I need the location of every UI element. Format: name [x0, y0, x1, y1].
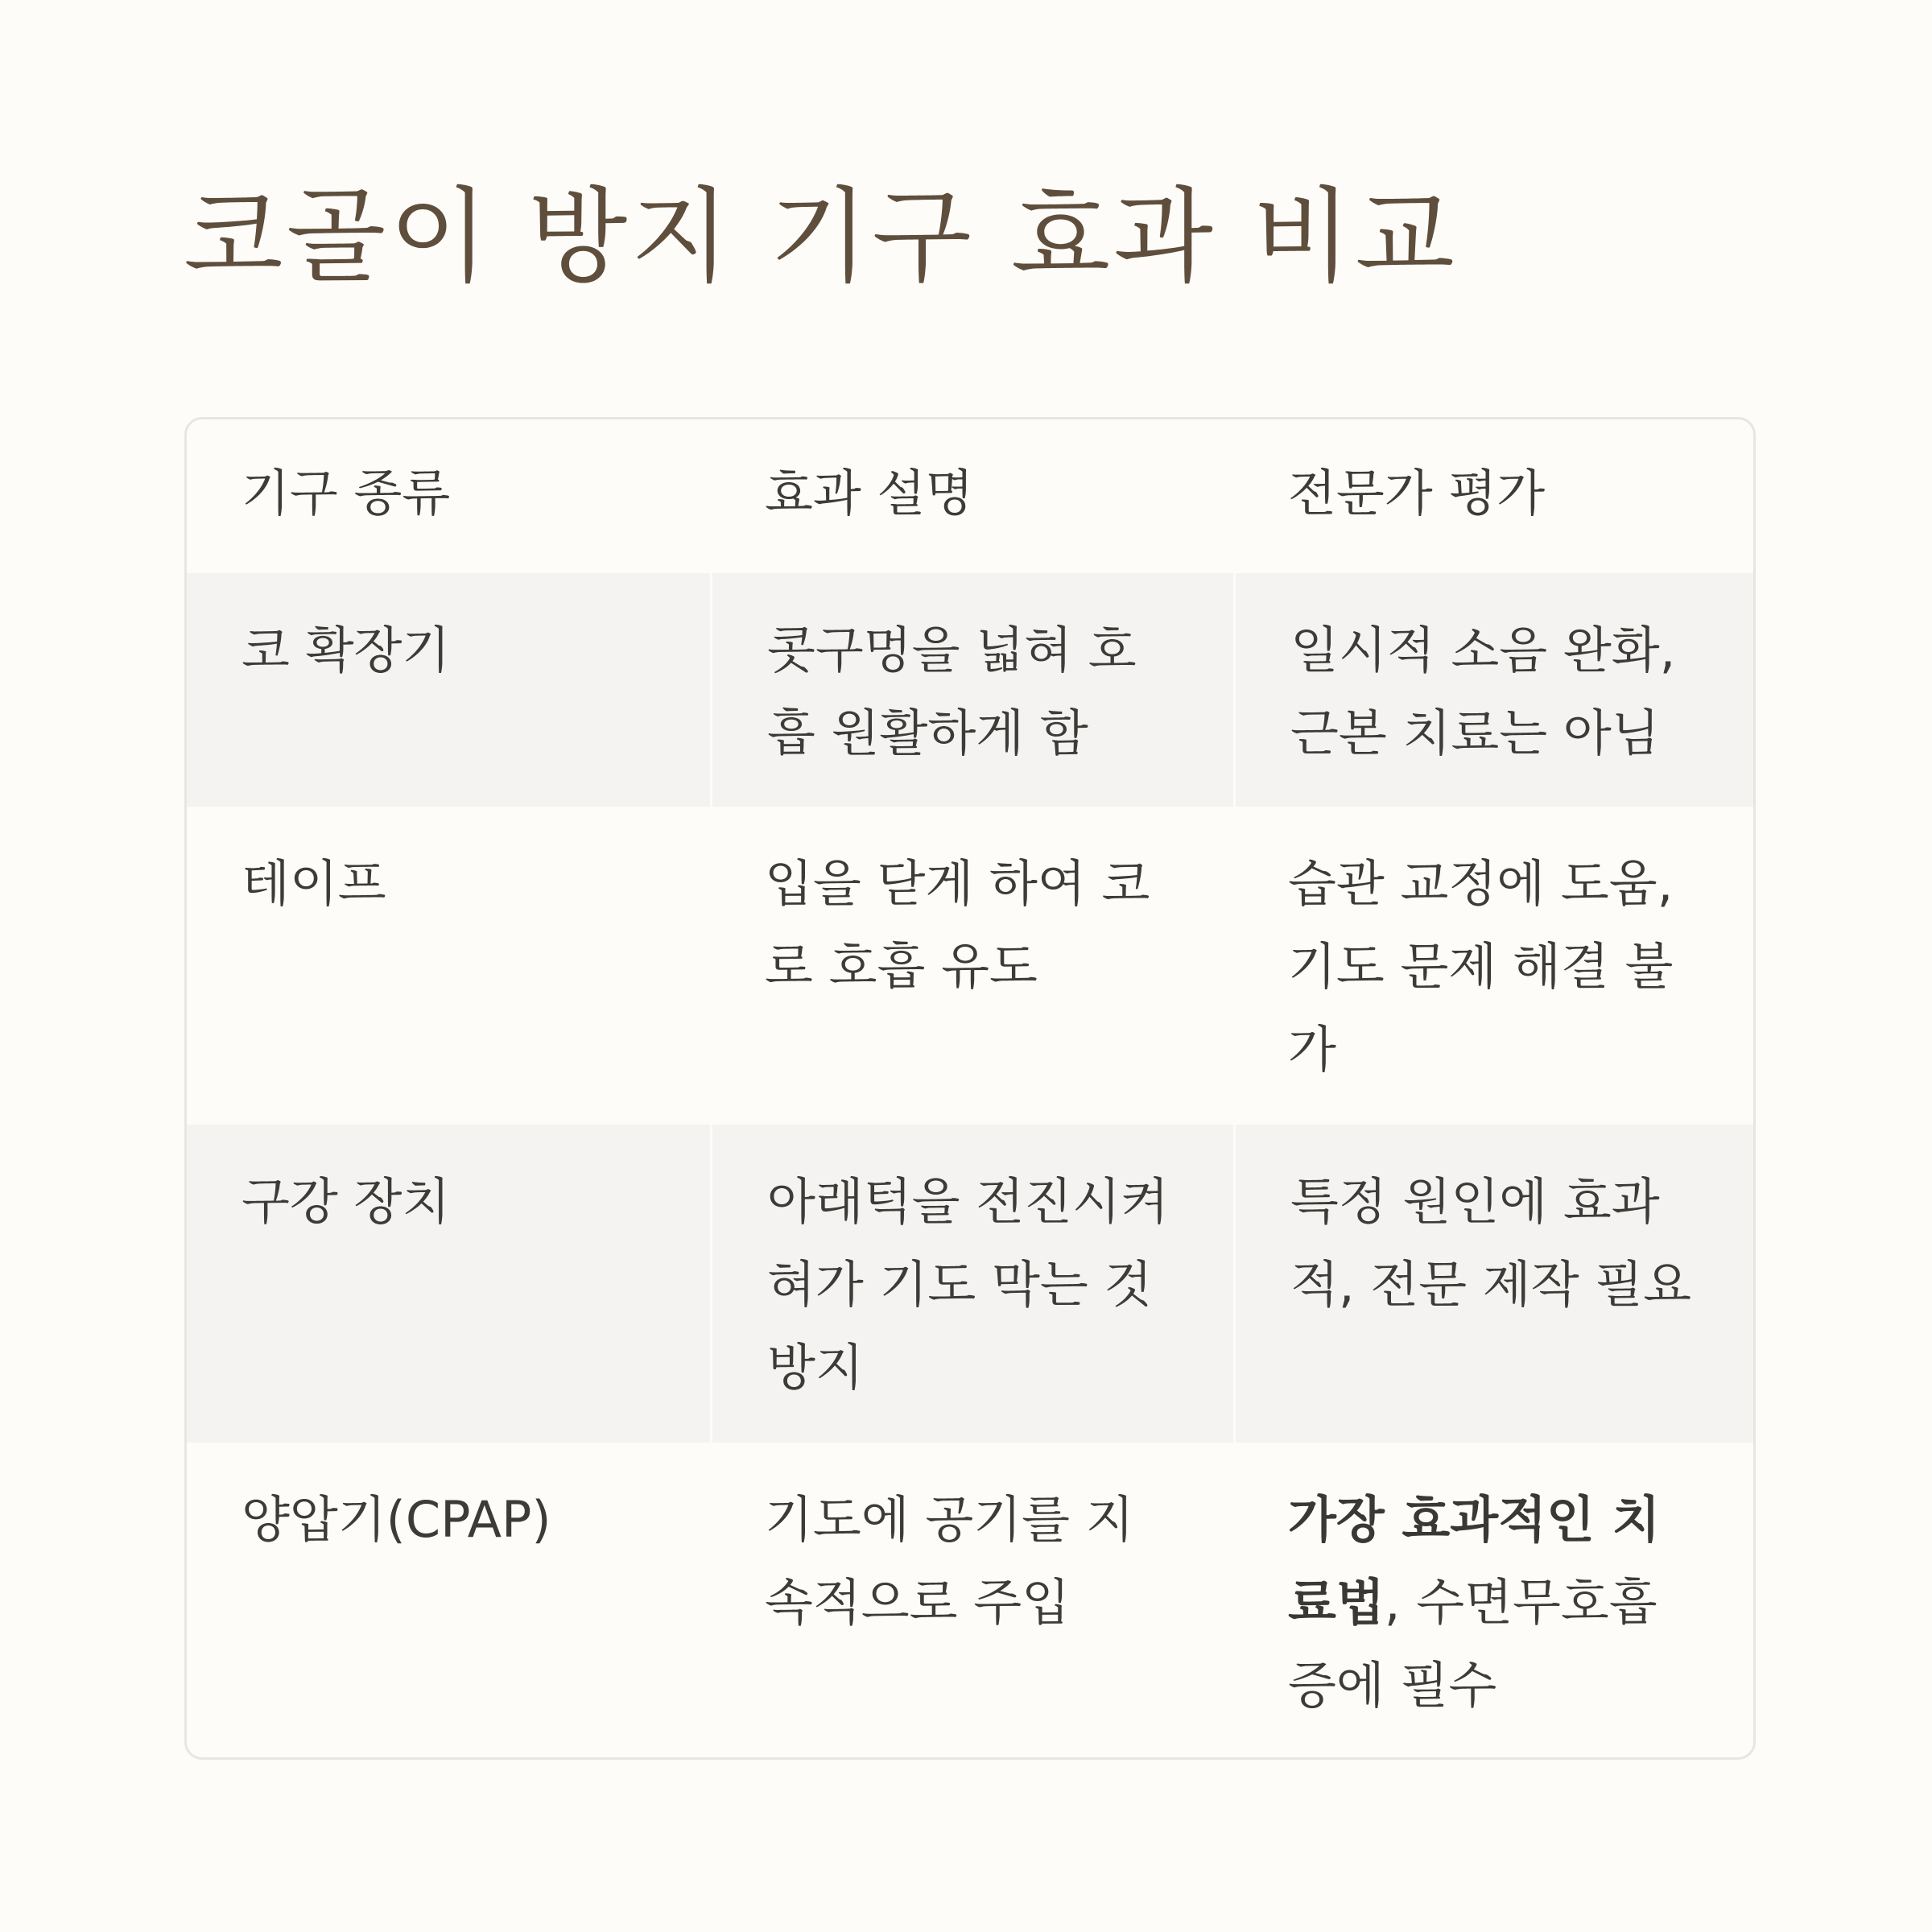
- header-device-type: 기구 종류: [242, 464, 451, 522]
- evaluation-cell: [1233, 1125, 1753, 1443]
- device-cell: 양압기(CPAP): [242, 1490, 551, 1549]
- evaluation-cell: [1233, 573, 1753, 807]
- evaluation-cell: [1233, 807, 1753, 1125]
- effect-cell: 입을 닫게 하여 코로 호흡 유도: [765, 854, 1150, 996]
- header-expert-evaluation: 전문가 평가: [1288, 464, 1546, 522]
- effect-cell: 기도에 공기를 지속적으로 주입: [765, 1490, 1134, 1632]
- evaluation-text: 습관 교정에 도움, 기도 문제 해결 불가: [1288, 854, 1674, 1079]
- table-row: [187, 807, 1753, 1125]
- evaluation-text: 특정 원인에 효과적, 전문 제작 필요: [1290, 1172, 1692, 1314]
- device-cell: 테이프: [242, 854, 386, 913]
- effect-cell: 아래턱을 전진시켜 혀가 기도 막는 것 방지: [710, 1125, 1233, 1443]
- table-row: [187, 1125, 1753, 1443]
- device-cell: 구강 장치: [187, 1125, 710, 1443]
- page-title: 코골이 방지 기구 효과 비교: [184, 177, 1458, 297]
- device-cell: 코 확장기: [187, 573, 710, 807]
- header-effect-description: 효과 설명: [765, 464, 974, 522]
- effect-cell: 콧구멍을 넓혀 호흡 원활하게 함: [710, 573, 1233, 807]
- table-row: [187, 1443, 1753, 1757]
- comparison-table: [184, 417, 1756, 1760]
- evaluation-highlight: 가장 효과적인 치료법: [1288, 1490, 1661, 1632]
- evaluation-cell: [1233, 1443, 1753, 1757]
- table-row: [187, 573, 1753, 807]
- table-header-row: [187, 419, 1753, 573]
- evaluation-text: , 수면무호흡증에 필수: [1288, 1573, 1657, 1715]
- evaluation-text: 일시적 소음 완화, 근본 치료는 아님: [1290, 621, 1676, 762]
